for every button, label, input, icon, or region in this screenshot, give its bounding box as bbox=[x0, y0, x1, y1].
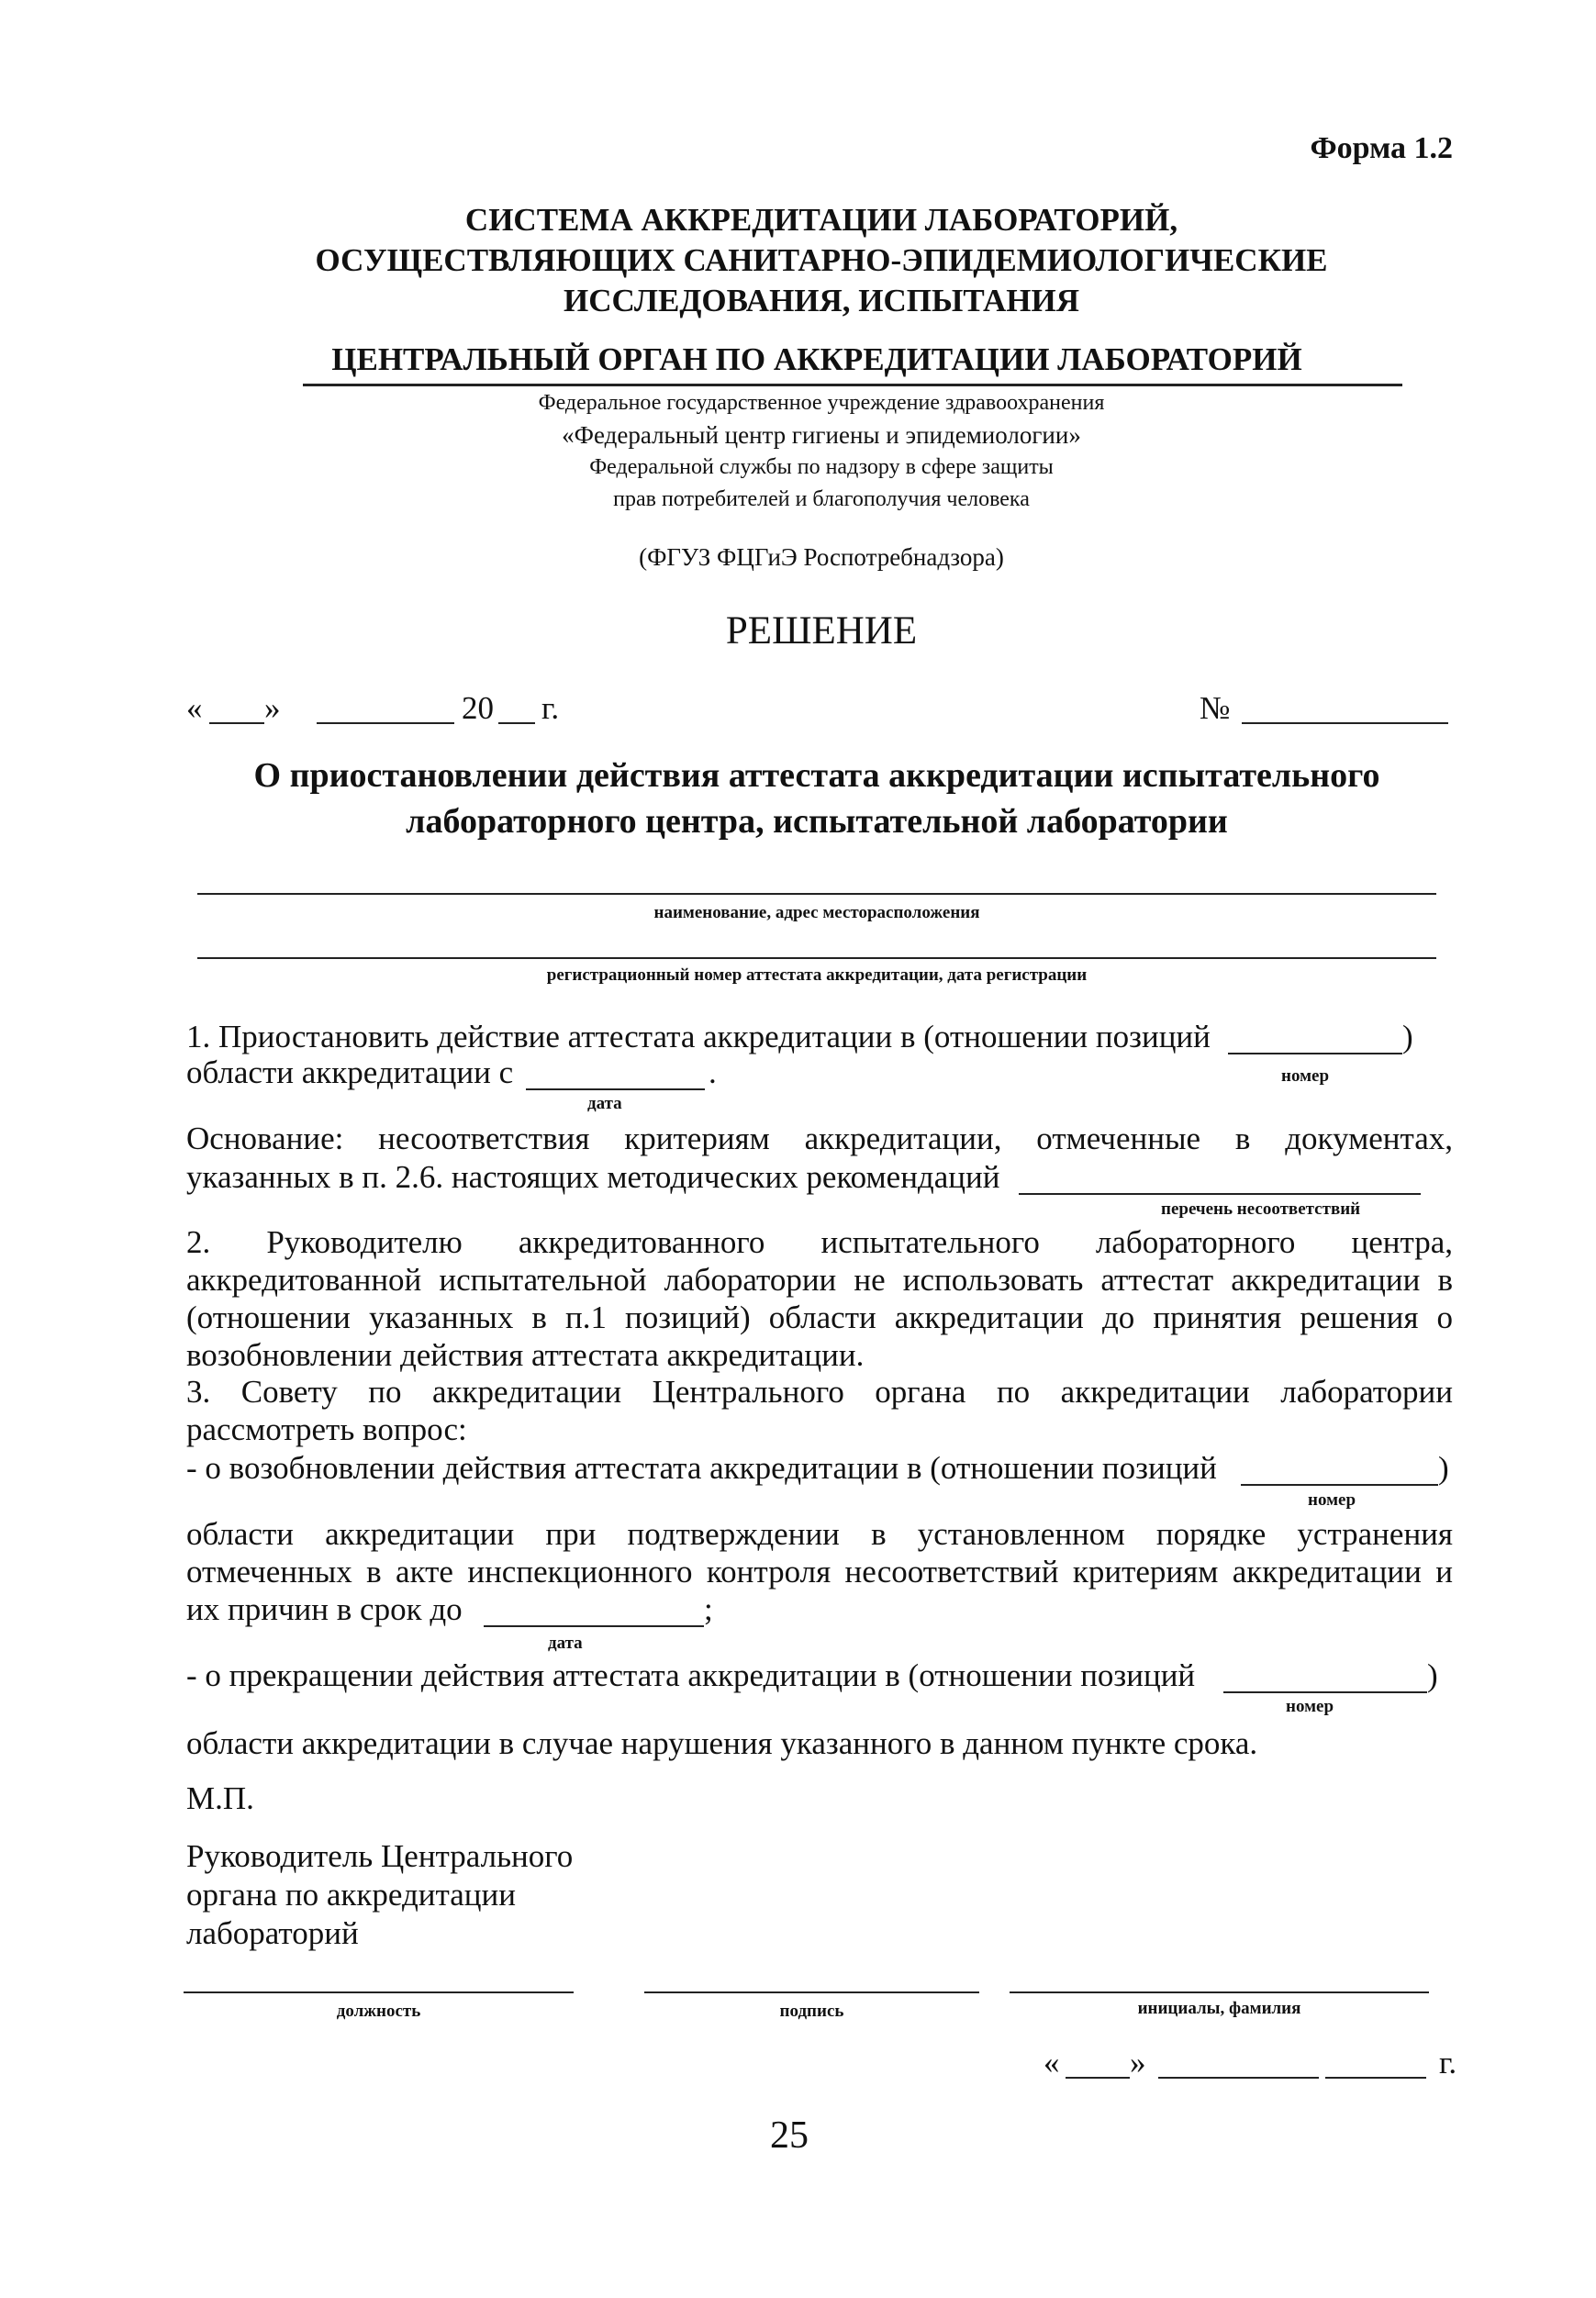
organization-line: Федеральной службы по надзору в сфере защиты bbox=[589, 455, 1054, 479]
name-address-field bbox=[197, 893, 1436, 895]
page-number: 25 bbox=[770, 2114, 809, 2157]
decision-day-field bbox=[209, 722, 264, 724]
item3-reasons-line: их причин в срок до bbox=[186, 1591, 463, 1627]
item2-line: аккредитованной испытательной лаборатории не использовать аттестат аккредитации в bbox=[186, 1262, 1453, 1298]
deadline-date-field bbox=[484, 1625, 704, 1627]
subject-title bbox=[165, 753, 1468, 844]
registration-caption: регистрационный номер аттестата аккредитации, дата регистрации bbox=[546, 965, 1088, 985]
decision-number-field bbox=[1242, 722, 1448, 724]
signer-line: лабораторий bbox=[186, 1915, 359, 1951]
form-number: Форма 1.2 bbox=[1310, 131, 1453, 165]
stamp-label: М.П. bbox=[186, 1780, 254, 1816]
basis-line2: указанных в п. 2.6. настоящих методических рекомендаций bbox=[186, 1159, 1000, 1195]
nonconformities-field bbox=[1019, 1193, 1421, 1195]
item1-number-caption: номер bbox=[1281, 1066, 1330, 1086]
footer-month-field bbox=[1158, 2077, 1319, 2079]
signer-block bbox=[186, 1837, 573, 1953]
decision-year-field bbox=[498, 722, 535, 724]
item1-line2: области аккредитации с bbox=[186, 1054, 514, 1090]
item1-paren-close: ) bbox=[1402, 1019, 1413, 1054]
name-field bbox=[1010, 1991, 1429, 1993]
terminate-number-caption: номер bbox=[1286, 1697, 1334, 1716]
item2-line: 2. Руководителю аккредитованного испытательного лабораторного центра, bbox=[186, 1224, 1453, 1260]
name-caption: инициалы, фамилия bbox=[1137, 1999, 1301, 2018]
decision-month-field bbox=[317, 722, 454, 724]
item1-line1: 1. Приостановить действие аттестата аккредитации в (отношении позиций bbox=[186, 1019, 1211, 1054]
resume-positions-field bbox=[1241, 1484, 1438, 1486]
signer-line: Руководитель Центрального bbox=[186, 1838, 574, 1874]
item1-positions-field bbox=[1228, 1053, 1402, 1054]
organization-line: Федеральное государственное учреждение здравоохранения bbox=[538, 391, 1105, 415]
deadline-date-caption: дата bbox=[548, 1634, 583, 1653]
decision-date-open: « bbox=[186, 690, 203, 726]
system-title-line: СИСТЕМА АККРЕДИТАЦИИ ЛАБОРАТОРИЙ, bbox=[464, 202, 1178, 238]
item1-dot: . bbox=[709, 1054, 717, 1090]
decision-date-close: » bbox=[264, 690, 281, 726]
footer-year-field bbox=[1325, 2077, 1426, 2079]
position-caption: должность bbox=[336, 2002, 421, 2021]
organization-line: «Федеральный центр гигиены и эпидемиологии» bbox=[562, 421, 1081, 449]
registration-field bbox=[197, 957, 1436, 959]
resume-number-caption: номер bbox=[1308, 1490, 1356, 1510]
footer-date-open: « bbox=[1044, 2045, 1060, 2080]
terminate-positions-field bbox=[1223, 1691, 1427, 1693]
nonconformities-caption: перечень несоответствий bbox=[1161, 1199, 1361, 1219]
signature-field bbox=[644, 1991, 979, 1993]
organization-line: прав потребителей и благополучия человека bbox=[613, 487, 1030, 511]
item3-terminate-line: - о прекращении действия аттестата аккредитации в (отношении позиций bbox=[186, 1657, 1196, 1693]
central-body-heading: ЦЕНТРАЛЬНЫЙ ОРГАН ПО АККРЕДИТАЦИИ ЛАБОРАТОРИЙ bbox=[331, 341, 1302, 377]
basis-line1: Основание: несоответствия критериям аккредитации, отмеченные в документах, bbox=[186, 1121, 1453, 1156]
item3-cont-line: области аккредитации при подтверждении в установленном порядке устранения bbox=[186, 1516, 1453, 1552]
decision-title: РЕШЕНИЕ bbox=[725, 609, 918, 653]
central-body-underline bbox=[303, 384, 1402, 386]
deadline-semicolon: ; bbox=[704, 1591, 713, 1627]
system-title bbox=[184, 200, 1459, 321]
subject-title-line: О приостановлении действия аттестата аккредитации испытательного bbox=[253, 756, 1380, 795]
item3-end-line: области аккредитации в случае нарушения указанного в данном пункте срока. bbox=[186, 1725, 1258, 1761]
item3-line2: рассмотреть вопрос: bbox=[186, 1411, 467, 1447]
system-title-line: ИССЛЕДОВАНИЯ, ИСПЫТАНИЯ bbox=[564, 283, 1079, 318]
item3-resume-line: - о возобновлении действия аттестата аккредитации в (отношении позиций bbox=[186, 1450, 1217, 1486]
organization-block bbox=[367, 387, 1276, 516]
decision-year-suffix: г. bbox=[541, 690, 560, 726]
footer-day-field bbox=[1066, 2077, 1130, 2079]
footer-date-close: » bbox=[1130, 2045, 1146, 2080]
item1-date-field bbox=[526, 1088, 705, 1090]
position-field bbox=[184, 1991, 574, 1993]
terminate-paren-close: ) bbox=[1427, 1657, 1438, 1693]
footer-year-suffix: г. bbox=[1439, 2045, 1457, 2080]
system-title-line: ОСУЩЕСТВЛЯЮЩИХ САНИТАРНО-ЭПИДЕМИОЛОГИЧЕСКИЕ bbox=[315, 242, 1328, 278]
signature-caption: подпись bbox=[779, 2002, 844, 2021]
signer-line: органа по аккредитации bbox=[186, 1877, 516, 1913]
name-address-caption: наименование, адрес месторасположения bbox=[653, 903, 980, 922]
subject-title-line: лабораторного центра, испытательной лаборатории bbox=[406, 802, 1228, 841]
item3-cont-line: отмеченных в акте инспекционного контроля несоответствий критериям аккредитации и bbox=[186, 1554, 1453, 1590]
item3-line1: 3. Совету по аккредитации Центрального органа по аккредитации лаборатории bbox=[186, 1374, 1453, 1410]
item2-last-line: возобновлении действия аттестата аккредитации. bbox=[186, 1337, 865, 1373]
decision-number-label: № bbox=[1200, 690, 1231, 726]
item1-date-caption: дата bbox=[587, 1094, 622, 1113]
item2-line: (отношении указанных в п.1 позиций) области аккредитации до принятия решения о bbox=[186, 1300, 1453, 1335]
resume-paren-close: ) bbox=[1438, 1450, 1449, 1486]
decision-year-prefix: 20 bbox=[462, 690, 494, 726]
organization-abbreviation: (ФГУЗ ФЦГиЭ Роспотребнадзора) bbox=[639, 543, 1004, 571]
